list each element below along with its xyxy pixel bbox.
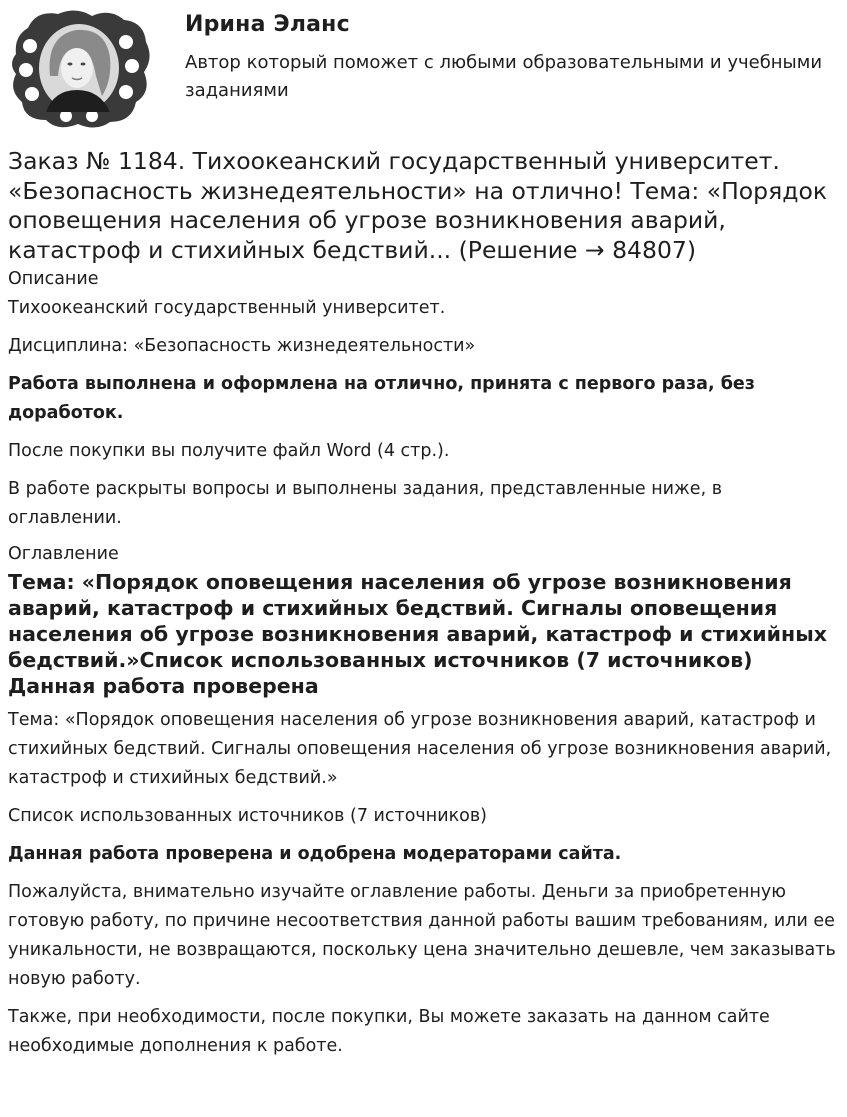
author-description: Автор который поможет с любыми образовательными и учебными заданиями	[185, 52, 823, 101]
order-content	[8, 147, 841, 1061]
quality-text: Работа выполнена и оформлена на отлично, принята с первого раза, без доработок.	[8, 374, 755, 423]
description-heading: Описание	[8, 269, 99, 289]
toc-title: Тема: «Порядок оповещения населения об угрозе возникновения аварий, катастроф и стихийных бедствий. Сигналы оповещения населения об угрозе возникновения аварий, катастроф и стихийных бедствий.»Список использованных источников (7 источников) Данная работа проверена	[8, 570, 827, 698]
contents-note-text: В работе раскрыты вопросы и выполнены задания, представленные ниже, в оглавлении.	[8, 479, 723, 528]
verified-text: Данная работа проверена и одобрена модераторами сайта.	[8, 844, 622, 864]
university-text: Тихоокеанский государственный университет.	[8, 298, 446, 318]
file-info-text: После покупки вы получите файл Word (4 стр.).	[8, 441, 450, 461]
author-name: Ирина Эланс	[185, 12, 350, 37]
author-header	[0, 0, 847, 140]
toc-heading: Оглавление	[8, 544, 119, 564]
author-avatar	[6, 6, 152, 130]
toc-topic-text: Тема: «Порядок оповещения населения об угрозе возникновения аварий, катастроф и стихийных бедствий. Сигналы оповещения населения об угрозе возникновения аварий, катастроф и стихийных бедствий.»	[8, 710, 832, 788]
refund-notice-text: Пожалуйста, внимательно изучайте оглавление работы. Деньги за приобретенную готовую работу, по причине несоответствия данной работы вашим требованиям, или ее уникальности, не возвращаются, поскольку цена значительно дешевле, чем заказывать новую работу.	[8, 882, 836, 989]
order-title: Заказ № 1184. Тихоокеанский государственный университет. «Безопасность жизнедеятельности» на отлично! Тема: «Порядок оповещения населения об угрозе возникновения аварий, катастроф и стихийных бедствий... (Решение → 84807)	[8, 147, 828, 264]
addon-text: Также, при необходимости, после покупки, Вы можете заказать на данном сайте необходимые дополнения к работе.	[8, 1007, 770, 1056]
sources-text: Список использованных источников (7 источников)	[8, 806, 488, 826]
discipline-text: Дисциплина: «Безопасность жизнедеятельности»	[8, 336, 476, 356]
